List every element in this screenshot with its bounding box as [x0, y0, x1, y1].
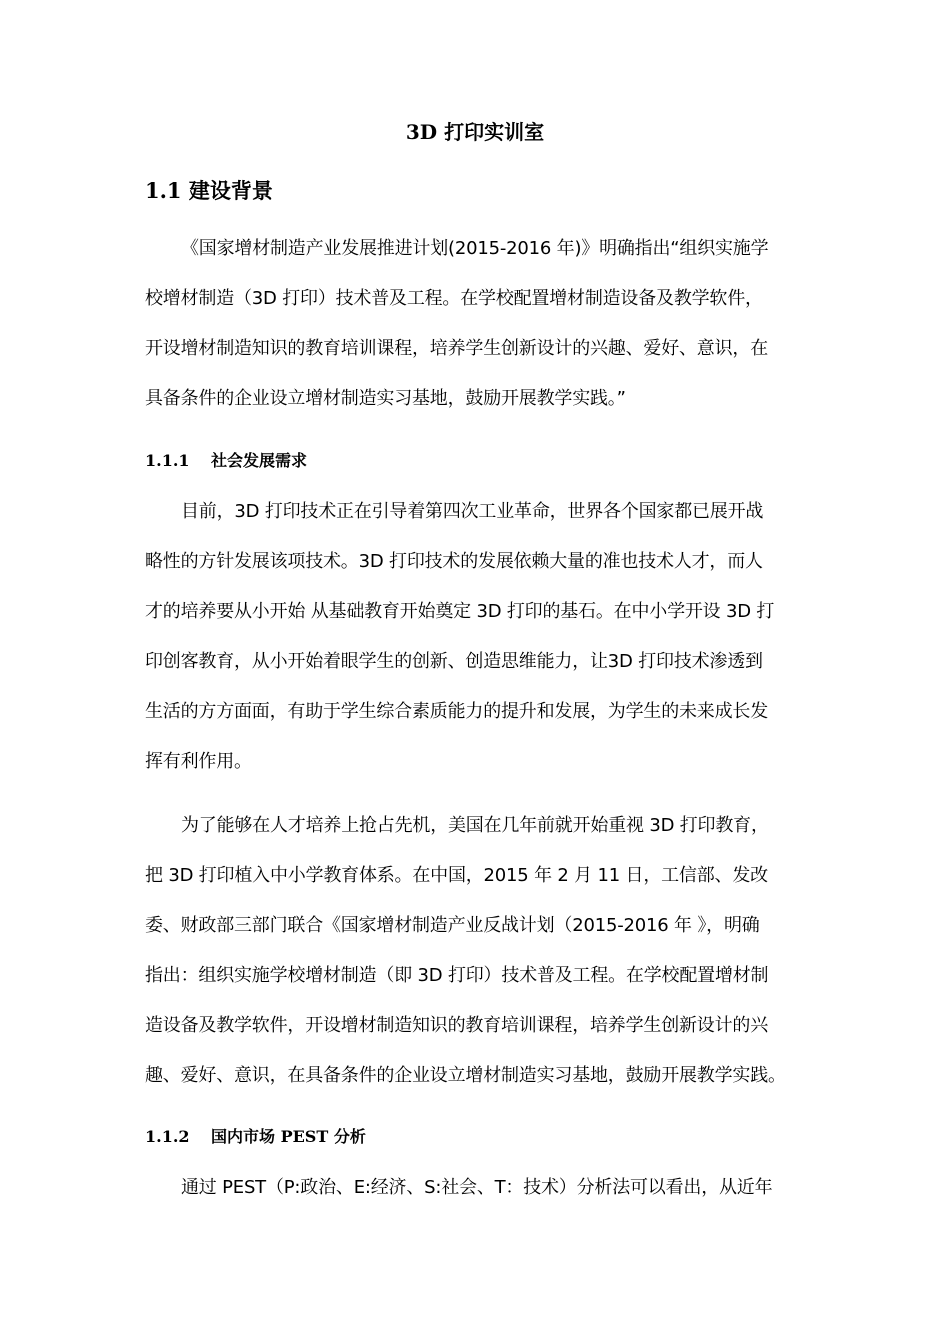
section-heading-1-1: 1.1 建设背景: [145, 178, 273, 203]
paragraph-line: 具备条件的企业设立增材制造实习基地，鼓励开展教学实践。”: [145, 388, 626, 409]
paragraph-line: 造设备及教学软件，开设增材制造知识的教育培训课程，培养学生创新设计的兴: [145, 1015, 768, 1036]
paragraph-line: 开设增材制造知识的教育培训课程，培养学生创新设计的兴趣、爱好、意识，在: [145, 338, 768, 359]
paragraph-line: 校增材制造（3D 打印）技术普及工程。在学校配置增材制造设备及教学软件，: [145, 288, 763, 309]
section-title: 国内市场 PEST 分析: [211, 1127, 366, 1146]
intro-paragraph: [145, 224, 817, 424]
paragraph-line: 委、财政部三部门联合《国家增材制造产业反战计划（2015-2016 年 》，明确: [145, 915, 760, 936]
paragraph-line: 通过 PEST（P:政治、E:经济、S:社会、T：技术）分析法可以看出，从近年: [181, 1177, 773, 1198]
social-demand-paragraph-1: [145, 487, 817, 787]
paragraph-line: 《国家增材制造产业发展推进计划(2015-2016 年)》明确指出“组织实施学: [181, 238, 769, 259]
section-number: 1.1.2: [145, 1127, 190, 1146]
paragraph-line: 才的培养要从小开始 从基础教育开始奠定 3D 打印的基石。在中小学开设 3D 打: [145, 601, 775, 622]
paragraph-line: 印创客教育，从小开始着眼学生的创新、创造思维能力，让3D 打印技术渗透到: [145, 651, 763, 672]
paragraph-line: 挥有利作用。: [145, 751, 252, 772]
paragraph-line: 略性的方针发展该项技术。3D 打印技术的发展依赖大量的准也技术人才，而人: [145, 551, 763, 572]
section-title: 社会发展需求: [211, 451, 308, 470]
section-number: 1.1.1: [145, 451, 190, 470]
section-heading-1-1-2: [145, 1125, 366, 1149]
paragraph-line: 把 3D 打印植入中小学教育体系。在中国，2015 年 2 月 11 日，工信部、发改: [145, 865, 768, 886]
paragraph-line: 为了能够在人才培养上抢占先机，美国在几年前就开始重视 3D 打印教育，: [181, 815, 769, 836]
pest-paragraph-1: [145, 1163, 817, 1213]
social-demand-paragraph-2: [145, 801, 817, 1101]
document-title: 3D 打印实训室: [405, 120, 545, 144]
section-heading-1-1-1: [145, 449, 307, 473]
paragraph-line: 生活的方方面面，有助于学生综合素质能力的提升和发展，为学生的未来成长发: [145, 701, 768, 722]
paragraph-line: 指出：组织实施学校增材制造（即 3D 打印）技术普及工程。在学校配置增材制: [145, 965, 769, 986]
paragraph-line: 目前，3D 打印技术正在引导着第四次工业革命，世界各个国家都已展开战: [181, 501, 764, 522]
paragraph-line: 趣、爱好、意识，在具备条件的企业设立增材制造实习基地，鼓励开展教学实践。: [145, 1065, 786, 1086]
